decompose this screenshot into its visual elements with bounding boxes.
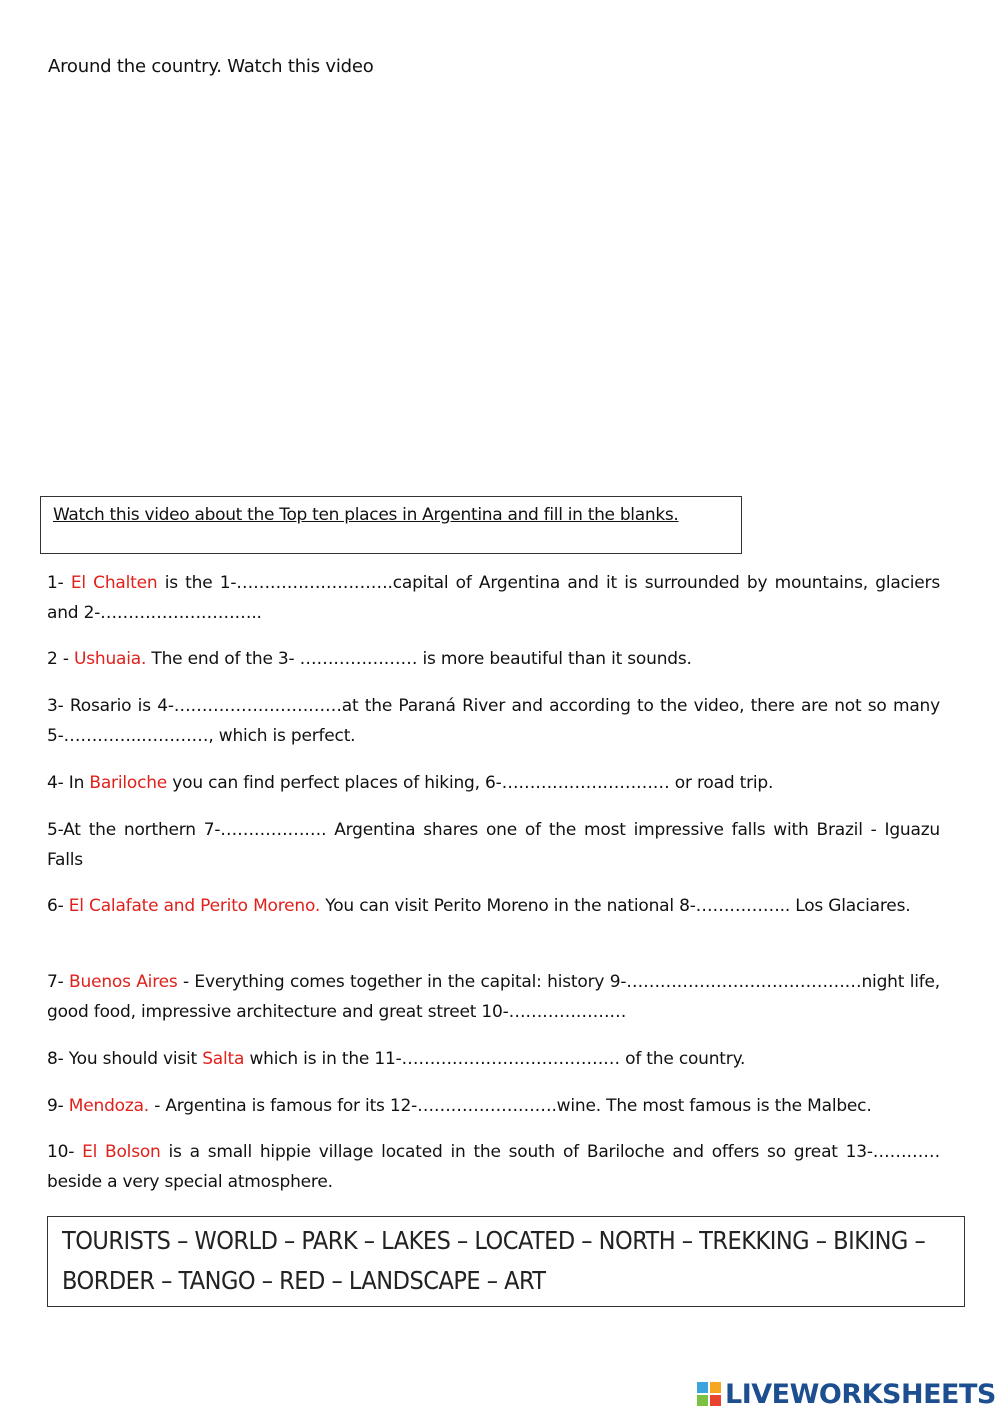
instruction-text: Watch this video about the Top ten places in Argentina and fill in the blanks. [53, 505, 679, 525]
logo-tiles-icon [697, 1382, 721, 1406]
exercise-item-5 [47, 815, 940, 875]
item-text: 6- [47, 896, 69, 916]
item-text: You can visit Perito Moreno in the national 8-…………….. Los Glaciares. [320, 896, 911, 916]
logo-tile [710, 1395, 721, 1406]
item-text: 10- [47, 1142, 83, 1162]
place-name: El Calafate and Perito Moreno. [68, 896, 321, 916]
item-text: 4- In [47, 773, 90, 793]
item-text: - Argentina is famous for its 12-…………………….wine. The most famous is the Malbec. [149, 1096, 872, 1116]
item-text: 5-At the northern 7-………………. Argentina shares one of the most impressive falls with Brazil - Iguazu Falls [47, 820, 940, 870]
item-text: 2 - [47, 649, 74, 669]
intro-text: Around the country. Watch this video [48, 56, 374, 77]
logo-tile [710, 1382, 721, 1393]
place-name: Buenos Aires [69, 972, 178, 992]
exercise-item-4 [47, 768, 940, 798]
logo-tile [697, 1382, 708, 1393]
exercise-item-3 [47, 691, 940, 751]
item-text: 3- Rosario is 4-…………………………at the Paraná River and according to the video, there are not so many 5-…………..…………, which is perfect. [47, 696, 940, 746]
item-text: 8- You should visit [47, 1049, 203, 1069]
exercise-item-8 [47, 1044, 940, 1074]
item-text: is the 1-……………………….capital of Argentina and it is surrounded by mountains, glaciers and 2-……………………….. [47, 573, 940, 623]
instruction-box [40, 496, 742, 554]
item-text: 1- [47, 573, 71, 593]
item-text: is a small hippie village located in the south of Bariloche and offers so great 13-………… beside a very special atmosphere. [47, 1142, 941, 1192]
item-text: you can find perfect places of hiking, 6-………………………… or road trip. [167, 773, 774, 793]
item-text: 7- [47, 972, 70, 992]
exercise-item-7 [47, 967, 940, 1027]
place-name: Ushuaia. [73, 649, 147, 669]
item-text: 9- [47, 1096, 69, 1116]
item-text: - Everything comes together in the capital: history 9-……………………………………night life, good food, impressive architecture and great street 10-………………… [47, 972, 940, 1022]
exercise-item-9 [47, 1091, 940, 1121]
place-name: Mendoza. [68, 1096, 150, 1116]
item-text: The end of the 3- ………………… is more beautiful than it sounds. [146, 649, 692, 669]
liveworksheets-logo [697, 1378, 996, 1410]
logo-tile [697, 1395, 708, 1406]
exercise-item-2 [47, 644, 940, 674]
exercise-item-1 [47, 568, 940, 628]
exercise-item-10 [47, 1137, 940, 1197]
word-bank: TOURISTS – WORLD – PARK – LAKES – LOCATED – NORTH – TREKKING – BIKING – BORDER – TANGO – RED – LANDSCAPE – ART [47, 1216, 965, 1307]
item-text: which is in the 11-………………………………… of the country. [244, 1049, 746, 1069]
place-name: El Chalten [70, 573, 158, 593]
exercise-item-6 [47, 891, 940, 921]
video-placeholder[interactable] [40, 100, 960, 480]
place-name: Salta [202, 1049, 245, 1069]
place-name: Bariloche [89, 773, 168, 793]
logo-text: LIVEWORKSHEETS [725, 1378, 996, 1410]
place-name: El Bolson [82, 1142, 161, 1162]
